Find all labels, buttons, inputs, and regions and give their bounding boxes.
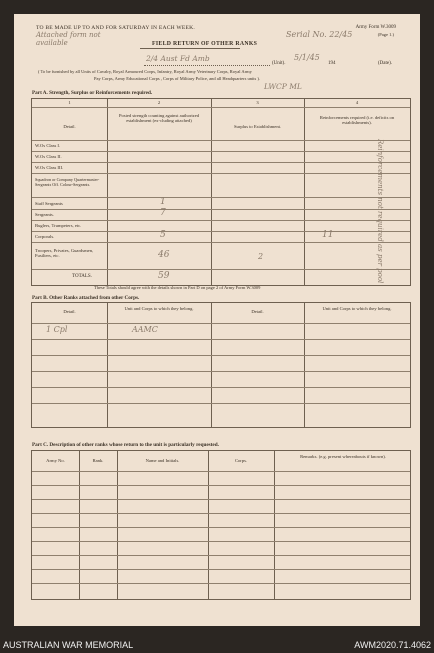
value-corporals: 5 <box>160 230 166 240</box>
c-col-rank: Rank. <box>92 458 104 463</box>
col-num-3: 3 <box>256 100 259 105</box>
part-a-table <box>31 98 411 286</box>
b-entry-unit: AAMC <box>132 325 158 334</box>
form-sheet <box>14 14 420 626</box>
value-staff-sergeants: 1 <box>160 197 166 207</box>
c-col-army-no: Army No. <box>46 458 65 463</box>
totals-footnote: These Totals should agree with the details shown in Part D on page 2 of Army Form W.3009 <box>94 285 261 290</box>
date-label: (Date). <box>378 61 393 66</box>
row-label-wo3: W.Os Class III. <box>35 165 64 170</box>
part-b-title: Part B. Other Ranks attached from other Corps. <box>32 295 140 301</box>
b-col-detail-2: Detail. <box>251 309 264 314</box>
c-col-name: Name and Initials. <box>145 458 180 463</box>
handwritten-unit: 2/4 Aust Fd Amb <box>146 54 210 63</box>
b-col-unit-1: Unit and Corps to which they belong. <box>124 306 194 311</box>
army-form-label: Army Form W.3009 <box>355 25 396 30</box>
row-label-corporals: Corporals. <box>35 234 55 239</box>
b-entry-detail: 1 Cpl <box>46 325 68 334</box>
part-c-table <box>31 450 411 600</box>
col-num-1: 1 <box>68 100 71 105</box>
page-label: (Page 1.) <box>377 32 394 37</box>
col-header-detail: Detail. <box>63 124 76 129</box>
col-header-surplus: Surplus to Establishment. <box>233 124 282 129</box>
value-privates-surplus: 2 <box>258 252 264 261</box>
week-note: TO BE MADE UP TO AND FOR SATURDAY IN EACH WEEK. <box>36 25 195 31</box>
row-label-privates: Troopers, Privates, Guardsmen, Fusiliers, etc. <box>35 248 94 258</box>
footer-accession: AWM2020.71.4062 <box>354 640 431 650</box>
col-num-4: 4 <box>355 100 359 105</box>
form-title: FIELD RETURN OF OTHER RANKS <box>152 41 258 47</box>
furnish-note-2: Pay Corps, Army Educational Corps , Corps of Military Police, and all Headquarters units ). <box>94 76 260 81</box>
col-header-posted: Posted strength counting against authorized establishment (ex-cluding attached) <box>118 113 200 124</box>
row-label-buglers: Buglers, Trumpeters, etc. <box>35 223 82 228</box>
part-b-table <box>31 302 411 428</box>
furnish-note-1: ( To be furnished by all Units of Cavalry, Royal Armoured Corps, Infantry, Royal Army Veterinary Corps, Royal Army <box>38 69 252 74</box>
footer-source: AUSTRALIAN WAR MEMORIAL <box>3 640 134 650</box>
handwritten-location: LWCP ML <box>264 82 302 91</box>
part-c-title: Part C. Description of other ranks whose return to the unit is particularly requested. <box>32 442 219 448</box>
row-label-wo1: W.Os Class I. <box>35 143 61 148</box>
row-label-sergeants: Sergeants. <box>35 212 54 217</box>
row-label-wo2: W.Os Class II. <box>35 154 62 159</box>
row-label-staff-sergeants: Staff Sergeants <box>35 201 63 206</box>
title-underline <box>140 48 240 49</box>
unit-label: (Unit). <box>272 61 286 66</box>
handwritten-top-note: Attached form not available <box>36 31 101 47</box>
totals-posted: 59 <box>158 271 170 281</box>
unit-line <box>144 65 270 66</box>
col-header-reinforcements: Reinforcements required (i.e. deficits on establishments). <box>319 115 395 126</box>
b-col-detail-1: Detail. <box>63 309 76 314</box>
handwritten-side-note: Reinforcements not required as per pool <box>376 139 384 284</box>
handwritten-serial: Serial No. 22/45 <box>286 30 353 39</box>
totals-label: TOTALS. <box>72 274 92 279</box>
c-col-remarks: Remarks. (e.g. present whereabouts if known). <box>300 454 386 459</box>
year-prefix: 194 <box>328 61 336 66</box>
part-a-title: Part A. Strength, Surplus or Reinforcements required. <box>32 90 153 96</box>
footer-bar <box>0 626 434 653</box>
value-privates: 46 <box>158 250 170 260</box>
value-corporals-reinf: 11 <box>322 230 334 240</box>
col-num-2: 2 <box>157 100 161 105</box>
row-label-cqms: Squadron or Company Quartermaster-Sergeants Off. Colour-Sergeants. <box>35 177 100 187</box>
handwritten-date: 5/1/45 <box>294 53 320 62</box>
value-sergeants: 7 <box>160 208 166 218</box>
b-col-unit-2: Unit and Corps to which they belong. <box>322 306 392 311</box>
c-col-corps: Corps. <box>234 458 248 463</box>
